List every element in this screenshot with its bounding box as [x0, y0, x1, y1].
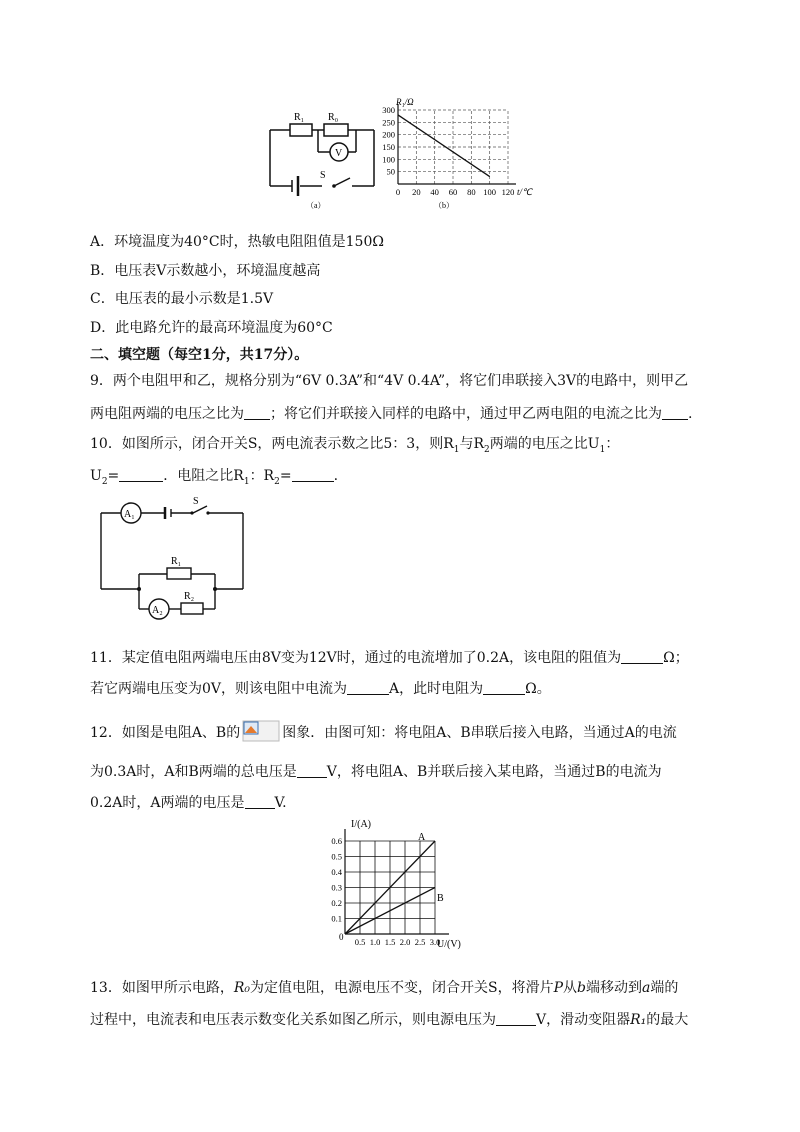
q13-text-a: 13．如图甲所示电路， — [90, 980, 234, 996]
x-tick-label: 0.5 — [354, 937, 366, 947]
iu-xlabel: U/(V) — [437, 939, 461, 950]
r1-label: R₁ — [294, 112, 305, 123]
q12-text-d: V，将电阻A、B并联后接入某电路，当通过B的电流为 — [326, 764, 662, 780]
x-tick-label: 1.5 — [384, 937, 396, 947]
y-tick-label: 0.6 — [331, 836, 342, 846]
q13-text-h: 的最大 — [646, 1012, 689, 1028]
q10-sub: 1 — [453, 444, 460, 455]
y-tick-label: 250 — [382, 117, 395, 128]
q12-blank-2[interactable] — [245, 794, 275, 809]
q10-sub: 1 — [243, 476, 250, 487]
q10-sub: 2 — [101, 476, 108, 487]
switch-s-label: S — [193, 496, 199, 507]
q13-b: b — [577, 980, 586, 996]
x-tick-label: 2.0 — [399, 937, 411, 947]
q11-blank-3[interactable] — [483, 680, 525, 695]
resistance-line — [398, 115, 490, 177]
y-tick-label: 300 — [382, 105, 395, 115]
figure-caption-b: （b） — [434, 201, 454, 210]
q11-text-e: Ω。 — [525, 681, 551, 697]
y-tick-label: 0.5 — [331, 851, 342, 862]
iu-origin: 0 — [339, 932, 344, 942]
x-tick-label: 2.5 — [414, 937, 426, 947]
voltmeter-label: V — [335, 148, 343, 159]
q12-blank-1[interactable] — [297, 763, 327, 778]
y-tick-label: 100 — [382, 154, 395, 165]
circuit-diagram-q10 — [95, 492, 255, 624]
x-tick-label: 60 — [448, 187, 458, 197]
option-b: B．电压表V示数越小，环境温度越高 — [90, 263, 321, 279]
r0-label: R₀ — [328, 112, 339, 123]
q11-text-c: 若它两端电压变为0V，则该电阻中电流为 — [90, 681, 348, 697]
q13-line2 — [90, 1010, 688, 1030]
line-b-label: B — [437, 893, 444, 904]
q12-line1 — [90, 720, 677, 743]
section-title: 二、填空题（每空1分，共17分）。 — [90, 347, 309, 363]
q12-text-f: V. — [274, 795, 287, 811]
q10-blank-2[interactable] — [292, 467, 334, 482]
figure-caption-a: （a） — [306, 201, 326, 210]
iu-ylabel: I/(A) — [351, 819, 371, 830]
q11-text-a: 11．某定值电阻两端电压由8V变为12V时，通过的电流增加了0.2A，该电阻的阻值为 — [90, 650, 622, 666]
q13-r1: R₁ — [630, 1012, 647, 1028]
q12-line2 — [90, 762, 662, 782]
q10-text-d: ： — [605, 436, 620, 452]
q10-text-b: 与R — [459, 436, 485, 452]
ammeter-a2-label: A₂ — [152, 605, 163, 616]
y-tick-label: 0.2 — [331, 898, 342, 908]
q10-text-i: = — [279, 468, 292, 484]
x-tick-label: 120 — [501, 187, 515, 197]
option-a: A．环境温度为40°C时，热敏电阻阻值是150Ω — [90, 234, 384, 250]
x-tick-label: 1.0 — [369, 937, 381, 947]
q11-blank-2[interactable] — [347, 680, 389, 695]
q13-text-b: 为定值电阻，电源电压不变，闭合开关S，将滑片 — [249, 980, 554, 996]
q13-text-g: V，滑动变阻器 — [536, 1012, 631, 1028]
q13-blank-1[interactable] — [496, 1011, 536, 1026]
resistance-temperature-graph — [374, 94, 544, 212]
y-tick-label: 0.1 — [331, 913, 342, 924]
q12-text-c: 为0.3A时，A和B两端的总电压是 — [90, 764, 297, 780]
q10-line2 — [90, 466, 338, 492]
y-tick-label: 150 — [382, 142, 395, 152]
q10-text-a: 10．如图所示，闭合开关S，两电流表示数之比5：3，则R — [90, 436, 454, 452]
q10-blank-1[interactable] — [119, 467, 163, 482]
q13-r0: R₀ — [233, 980, 250, 996]
q9-text-a: 两电阻两端的电压之比为 — [90, 406, 244, 422]
q11-text-d: A，此时电阻为 — [389, 681, 484, 697]
current-voltage-graph — [325, 815, 485, 950]
y-tick-label: 200 — [382, 129, 395, 140]
q10-sub: 1 — [599, 444, 606, 455]
x-tick-label: 100 — [483, 187, 497, 197]
option-d: D．此电路允许的最高环境温度为60°C — [90, 320, 333, 336]
q10-sub: 2 — [484, 444, 490, 455]
q10-text-f: = — [107, 468, 120, 484]
q13-text-c: 从 — [563, 980, 577, 996]
q13-p: P — [553, 980, 563, 996]
q11-blank-1[interactable] — [621, 649, 663, 664]
line-a-label: A — [418, 832, 426, 843]
q13-line1 — [90, 978, 678, 998]
q12-line3 — [90, 793, 287, 813]
graph-b-xlabel: t/℃ — [517, 187, 533, 197]
q11-line1 — [90, 648, 689, 668]
q12-text-a: 12．如图是电阻A、B的 — [90, 725, 241, 741]
q10-text-c: 两端的电压之比U — [489, 436, 600, 452]
q10-text-j: . — [333, 468, 339, 484]
resistor-r1-label: R₁ — [171, 556, 182, 567]
q9-text-c: . — [688, 406, 693, 422]
resistor-r2-label: R₂ — [184, 591, 195, 602]
q10-sub: 2 — [274, 476, 280, 487]
q13-text-f: 过程中，电流表和电压表示数变化关系如图乙所示，则电源电压为 — [90, 1012, 496, 1028]
q12-text-e: 0.2A时，A两端的电压是 — [90, 795, 245, 811]
q9-blank-2[interactable] — [662, 405, 688, 420]
q11-line2 — [90, 679, 551, 699]
option-c: C．电压表的最小示数是1.5V — [90, 291, 274, 307]
x-tick-label: 20 — [412, 187, 421, 197]
circuit-diagram-a — [262, 108, 382, 212]
x-tick-label: 40 — [430, 187, 439, 197]
q9-line1: 9．两个电阻甲和乙，规格分别为“6V 0.3A”和“4V 0.4A”，将它们串联接入3V的电路中，则甲乙 — [90, 373, 689, 389]
x-tick-label: 80 — [467, 187, 476, 197]
switch-label: S — [320, 170, 326, 181]
q11-text-b: Ω； — [663, 650, 689, 666]
x-tick-label: 3.0 — [429, 937, 441, 947]
q9-blank-1[interactable] — [244, 405, 270, 420]
q10-text-e: U — [90, 468, 102, 484]
q13-a: a — [641, 980, 651, 996]
q12-text-b: 图象．由图可知：将电阻A、B串联后接入电路，当通过A的电流 — [282, 725, 677, 741]
q13-text-d: 端移动到 — [585, 980, 642, 996]
y-tick-label: 0.4 — [331, 867, 342, 877]
y-tick-label: 0.3 — [331, 882, 342, 893]
q13-text-e: 端的 — [650, 980, 679, 996]
y-tick-label: 50 — [386, 166, 395, 177]
image-placeholder-icon — [242, 720, 280, 742]
q10-text-h: ：R — [249, 468, 275, 484]
q10-line1 — [90, 434, 619, 460]
q10-text-g: ．电阻之比R — [163, 468, 244, 484]
x-tick-label: 0 — [395, 187, 401, 197]
q9-text-b: ；将它们并联接入同样的电路中，通过甲乙两电阻的电流之比为 — [270, 406, 662, 422]
graph-b-ylabel: R₁/Ω — [396, 97, 414, 107]
q9-line2 — [90, 404, 692, 424]
ammeter-a1-label: A₁ — [124, 509, 135, 520]
